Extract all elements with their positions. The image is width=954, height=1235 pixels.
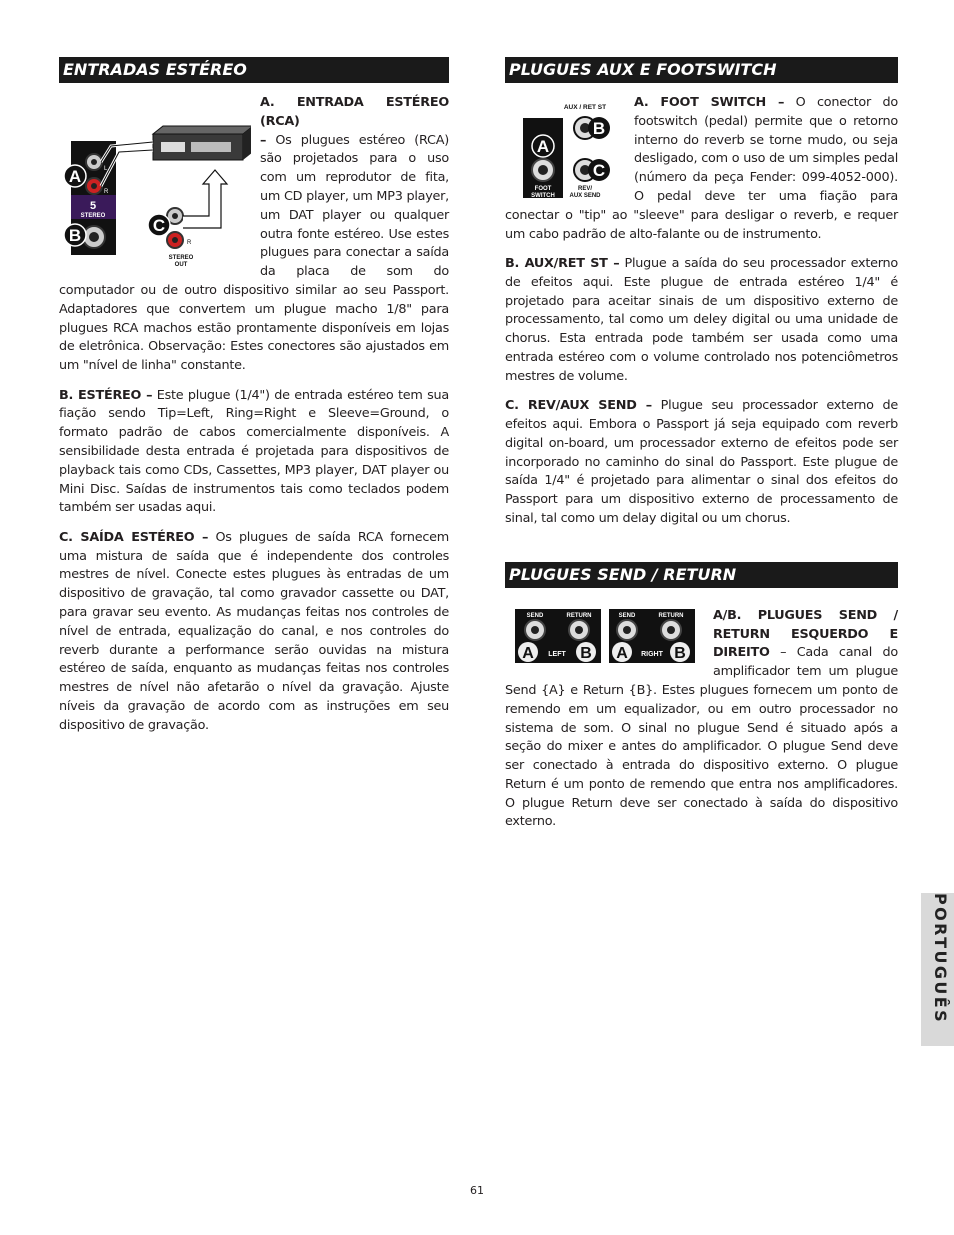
svg-text:FOOT: FOOT (534, 186, 552, 192)
aux-footswitch-figure (513, 94, 633, 204)
svg-text:A: A (616, 644, 628, 662)
svg-text:RIGHT: RIGHT (641, 650, 663, 658)
paragraph-a-title: A. ENTRADA ESTÉREO (RCA) (260, 95, 449, 129)
svg-text:B: B (674, 644, 686, 662)
section-heading-aux-footswitch: PLUGUES AUX E FOOTSWITCH (505, 57, 898, 83)
paragraph-c-text: Os plugues de saída RCA fornecem uma mistura de saída que é independente dos controles mestres de nível. Conecte estes plugues às entradas de um dispositivo de gravação, tal como gravador cassette ou DAT, para gravar seu evento. As mudanças feitas nos controles de nível de entrada, equalização do canal, e nos controles do reverb durante a performance serão ouvidas na mistura estéreo de saída, enquanto as mudanças feitas nos controles mestres de nível não afetarão o nível da gravação. Ajuste níveis da gravação de acordo com as instruções em seu dispositivo de gravação. (59, 529, 449, 733)
paragraph-c (59, 529, 449, 736)
paragraph-send-return-title: A/B. PLUGUES SEND / RETURN ESQUERDO E DIREITO (713, 607, 898, 661)
svg-text:OUT: OUT (174, 262, 188, 268)
svg-text:SEND: SEND (526, 612, 544, 619)
svg-text:B: B (592, 119, 606, 138)
paragraph-send-return-text: – Cada canal do amplificador tem um plugue Send {A} e Return {B}. Estes plugues fornecem um ponto de remendo em um equalizador, ou em outro processador no sistema de som. O sinal no plugue Send é situado após a seção do mixer e antes do amplificador. O plugue Send deve ser conectado à entrada do dispositivo externo. O plugue Return é um ponto de remendo que entra nos amplificadores. O plugue Return deve ser conectado à saída do dispositivo externo. (505, 645, 898, 830)
paragraph-a-dash: – (260, 132, 267, 148)
svg-text:B: B (580, 644, 592, 662)
svg-text:5: 5 (89, 200, 97, 212)
paragraph-rev-aux-send (505, 397, 898, 529)
section-heading-entradas-estereo: ENTRADAS ESTÉREO (59, 57, 449, 83)
svg-text:SEND: SEND (618, 612, 636, 619)
send-return-figure (513, 607, 703, 669)
svg-text:R: R (104, 189, 109, 195)
paragraph-aux-ret-title: B. AUX/RET ST – (505, 255, 620, 271)
paragraph-a-text: Os plugues estéreo (RCA) são projetados para o uso com um reprodutor de fita, um CD player, um MP3 player, um DAT player ou qualquer outra fonte estéreo. Use estes plugues para conectar a saída da placa de som do computador ou de outro dispositivo similar ao seu Passport. Adaptadores que convertem um plugue macho 1/8" para plugues RCA machos estão prontamente disponíveis em lojas de eletrônica. Observação: Estes conectores são ajustados em um "nível de linha" constante. (59, 132, 449, 374)
paragraph-b (59, 387, 449, 519)
svg-text:REV/: REV/ (577, 186, 593, 192)
svg-text:SWITCH: SWITCH (531, 193, 555, 199)
svg-text:C: C (152, 216, 166, 235)
svg-text:STEREO: STEREO (80, 213, 106, 219)
paragraph-aux-ret-text: Plugue a saída do seu processador externo de efeitos aqui. Este plugue de entrada estéreo 1/4" é projetado para aceitar sinais de um dispositivo externo de processamento, tal como um deley digital ou uma unidade de chorus. Esta entrada pode também ser usada como uma entrada estéreo com o volume controlado nos potenciômetros mestres de volume. (505, 255, 898, 384)
paragraph-foot-switch-text: O conector do footswitch (pedal) permite que o retorno interno do reverb se torne mudo, ou seja desligado, com o uso de um simples pedal (número da peça Fender: 099-4052-000). O pedal deve ter uma fiação para conectar o "tip" ao "sleeve" para desligar o reverb, e requer um cabo padrão de alto-falante ou de instrumento. (505, 95, 898, 242)
svg-text:C: C (592, 161, 606, 180)
section-heading-send-return: PLUGUES SEND / RETURN (505, 562, 898, 588)
svg-text:STEREO: STEREO (168, 255, 194, 261)
paragraph-aux-ret (505, 255, 898, 387)
right-column (505, 57, 898, 832)
svg-text:R: R (187, 240, 192, 246)
svg-text:AUX SEND: AUX SEND (569, 193, 601, 199)
svg-text:B: B (68, 226, 82, 245)
stereo-input-figure (61, 94, 251, 272)
paragraph-c-title: C. SAÍDA ESTÉREO – (59, 529, 209, 545)
paragraph-b-text: Este plugue (1/4") de entrada estéreo tem sua fiação sendo Tip=Left, Ring=Right e Sleeve=Ground, o formato padrão de cabos comercialmente disponíveis. A sensibilidade desta entrada é projetada para dispositivos de playback tais como CDs, Cassettes, MP3 player, DAT player ou Mini Disc. Saídas de instrumentos tais como teclados podem também ser usadas aqui. (59, 387, 449, 516)
language-side-tab (921, 893, 954, 1046)
paragraph-rev-aux-send-text: Plugue seu processador externo de efeitos aqui. Embora o Passport já seja equipado com reverb digital on-board, um processador externo de efeitos pode ser incorporado no caminho do sinal do Passport. Este plugue de saída 1/4" é projetado para alimentar o sinal dos efeitos do Passport para um dispositivo externo de processamento de sinal, tal como um delay digital ou um chorus. (505, 398, 898, 526)
page-number: 61 (470, 1184, 484, 1197)
svg-text:A: A (522, 644, 534, 662)
svg-text:L: L (104, 166, 108, 172)
left-column (59, 57, 449, 735)
svg-text:RETURN: RETURN (566, 612, 592, 619)
svg-text:A: A (536, 137, 550, 156)
svg-text:LEFT: LEFT (548, 650, 566, 658)
svg-text:RETURN: RETURN (658, 612, 684, 619)
svg-text:AUX / RET ST: AUX / RET ST (563, 104, 607, 111)
paragraph-b-title: B. ESTÉREO – (59, 387, 153, 403)
paragraph-foot-switch-title: A. FOOT SWITCH – (634, 95, 785, 110)
svg-text:A: A (68, 167, 82, 186)
language-side-tab-label: PORTUGUÊS (931, 893, 950, 1025)
paragraph-rev-aux-send-title: C. REV/AUX SEND – (505, 398, 652, 414)
